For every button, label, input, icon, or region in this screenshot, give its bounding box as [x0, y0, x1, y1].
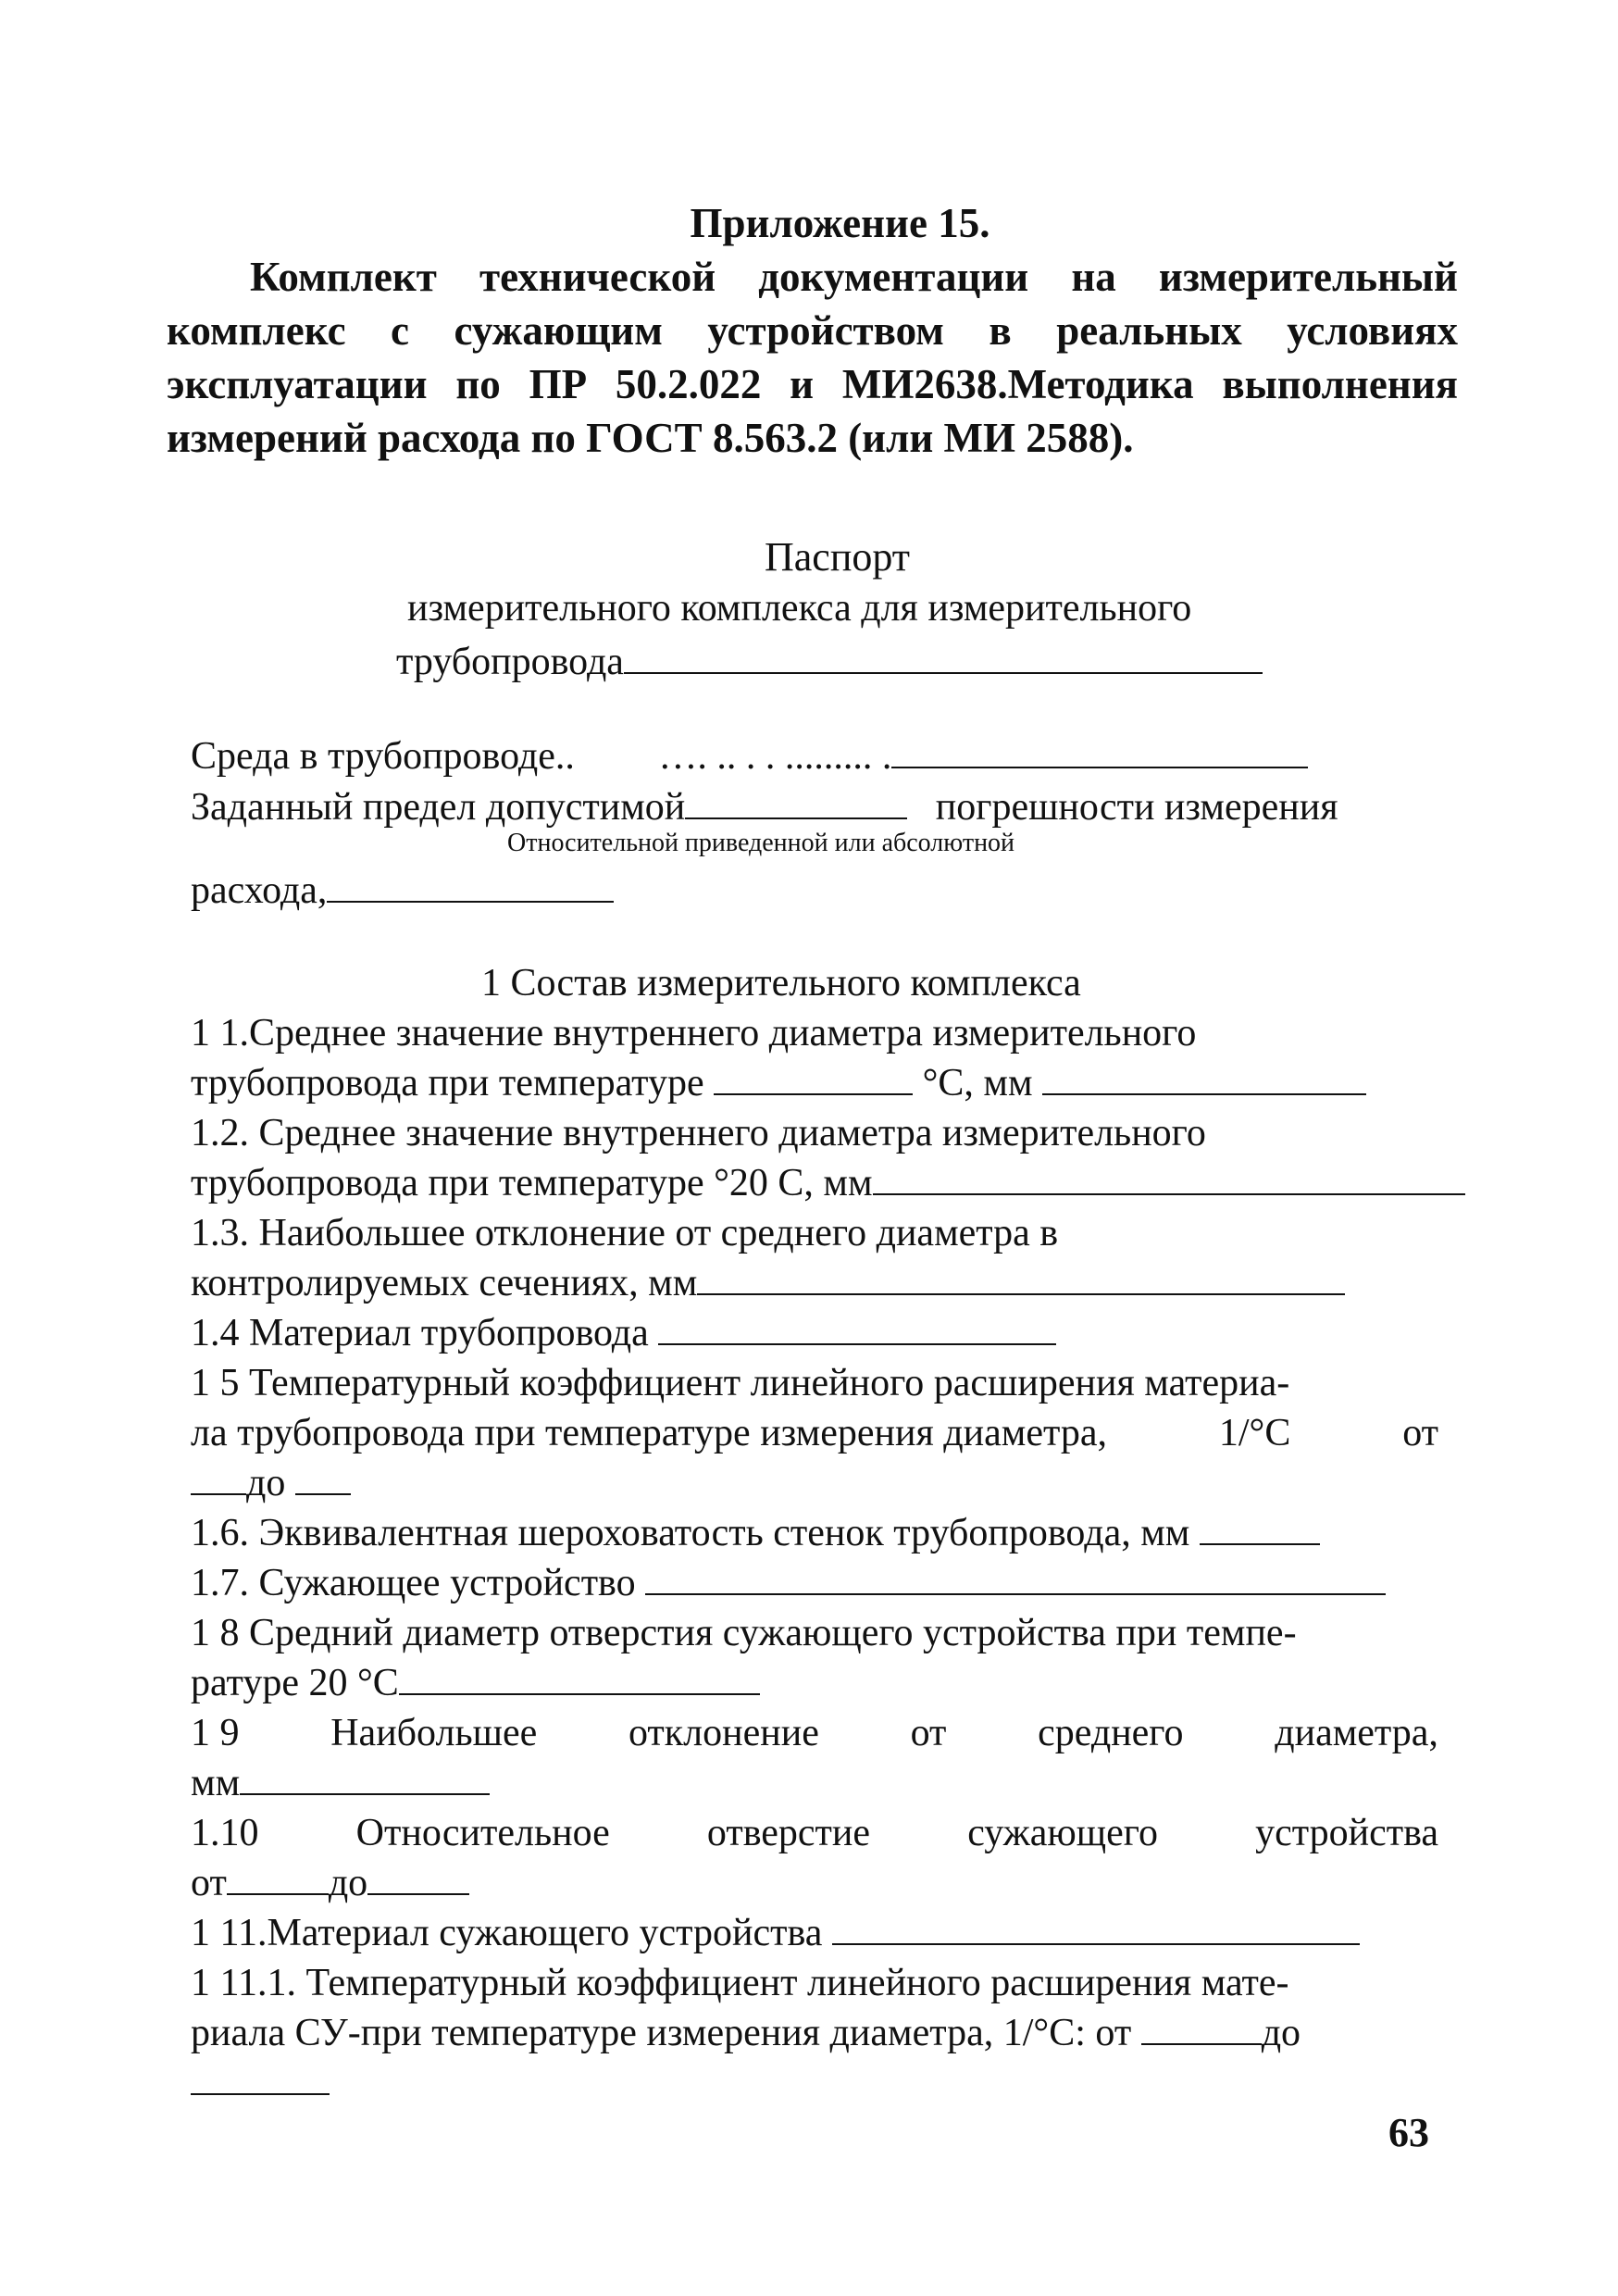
coef-to-blank[interactable]	[295, 1488, 351, 1495]
item-1-10-word-4: сужающего	[967, 1812, 1158, 1854]
deviation-blank[interactable]	[697, 1288, 1345, 1295]
item-1-9-word-4: от	[910, 1712, 947, 1754]
medium-label: Среда в трубопроводе..	[191, 735, 575, 778]
item-1-7-text: 1.7. Сужающее устройство	[191, 1562, 636, 1604]
item-1-5-unit: 1/°С	[1218, 1412, 1291, 1454]
item-1-9-line-2	[191, 1758, 490, 1808]
roughness-blank[interactable]	[1200, 1538, 1320, 1545]
item-1-7-line	[191, 1558, 1386, 1608]
item-1-5-line-1	[191, 1358, 1438, 1408]
item-1-9-word-6: диаметра,	[1275, 1712, 1438, 1754]
coef-from-blank[interactable]	[191, 1488, 246, 1495]
pipe-material-blank[interactable]	[658, 1338, 1056, 1345]
item-1-5-text-1: 1 5 Температурный коэффициент линейного расширения материа-	[191, 1362, 1290, 1404]
item-1-10-word-5: устройства	[1255, 1812, 1438, 1854]
orifice-deviation-blank[interactable]	[240, 1788, 490, 1795]
item-1-11-line	[191, 1908, 1360, 1958]
device-material-blank[interactable]	[832, 1938, 1360, 1945]
device-coef-to-blank[interactable]	[191, 2088, 330, 2095]
item-1-3-line-2	[191, 1258, 1345, 1308]
item-1-9-line-1	[191, 1708, 1438, 1758]
diameter-20-blank[interactable]	[873, 1188, 1465, 1195]
appendix-heading	[167, 196, 1458, 465]
appendix-label: Приложение 15.	[690, 200, 990, 246]
item-1-4-text: 1.4 Материал трубопровода	[191, 1312, 649, 1354]
relative-opening-from-blank[interactable]	[227, 1888, 329, 1895]
item-1-9-word-5: среднего	[1038, 1712, 1184, 1754]
item-1-5-text-2: ла трубопровода при температуре измерения диаметра,	[191, 1412, 1108, 1454]
limit-blank[interactable]	[685, 812, 907, 819]
passport-title: Паспорт	[765, 534, 911, 580]
item-1-11-1-text-2: риала СУ-при температуре измерения диаметра, 1/°С: от	[191, 2012, 1132, 2054]
item-1-10-line-2	[191, 1858, 469, 1908]
item-1-9-word-1: 1 9	[191, 1712, 240, 1754]
item-1-2-line-1: 1.2. Среднее значение внутреннего диаметра измерительного	[191, 1112, 1206, 1154]
item-1-10-to: до	[328, 1862, 368, 1904]
item-1-3-line-1: 1.3. Наибольшее отклонение от среднего диаметра в	[191, 1212, 1059, 1254]
item-1-1-line-2	[191, 1058, 1366, 1108]
item-1-6-line	[191, 1508, 1320, 1558]
item-1-8-line-2	[191, 1658, 760, 1708]
item-1-1-unit: °С, мм	[922, 1062, 1033, 1104]
temperature-blank[interactable]	[714, 1088, 913, 1095]
appendix-title: Комплект технической документации на измерительный комплекс с сужающим устройством в реальных условиях эксплуатации по ПР 50.2.022 и МИ2638.Методика выполнения измерений расхода по ГОСТ 8.563.2 (или МИ 2588).	[167, 254, 1458, 461]
passport-pipeline-label: трубопровода	[396, 641, 624, 683]
restriction-device-blank[interactable]	[645, 1588, 1386, 1595]
item-1-8-line-1	[191, 1608, 1438, 1658]
item-1-3-text: контролируемых сечениях, мм	[191, 1262, 698, 1304]
flow-line	[191, 866, 614, 916]
limit-note: Относительной приведенной или абсолютной	[507, 829, 1015, 857]
item-1-11-1-text-1: 1 11.1. Температурный коэффициент линейного расширения мате-	[191, 1962, 1289, 2004]
flow-blank[interactable]	[327, 895, 614, 903]
flow-label: расхода,	[191, 869, 328, 912]
passport-subtitle: измерительного комплекса для измерительного	[407, 587, 1192, 630]
passport-pipeline-line	[396, 637, 1263, 687]
item-1-4-line	[191, 1308, 1056, 1358]
item-1-5-to: до	[246, 1462, 286, 1504]
item-1-6-text: 1.6. Эквивалентная шероховатость стенок трубопровода, мм	[191, 1512, 1190, 1554]
item-1-10-word-2: Относительное	[355, 1812, 610, 1854]
medium-blank[interactable]	[891, 761, 1308, 768]
item-1-9-word-3: отклонение	[628, 1712, 819, 1754]
orifice-diameter-blank[interactable]	[399, 1688, 760, 1695]
pipeline-blank[interactable]	[624, 667, 1263, 674]
item-1-10-from: от	[191, 1862, 227, 1904]
item-1-2-text: трубопровода при температуре °20 С, мм	[191, 1162, 873, 1204]
item-1-5-line-3	[191, 1458, 351, 1508]
item-1-11-1-line-3	[191, 2058, 330, 2108]
item-1-2-line-2	[191, 1158, 1465, 1208]
item-1-10-word-3: отверстие	[706, 1812, 871, 1854]
item-1-1-text: трубопровода при температуре	[191, 1062, 704, 1104]
item-1-10-line-1	[191, 1808, 1438, 1858]
item-1-9-unit: мм	[191, 1762, 241, 1804]
item-1-5-from: от	[1402, 1412, 1438, 1454]
page-number: 63	[1388, 2110, 1429, 2155]
item-1-11-1-line-1	[191, 1958, 1438, 2008]
item-1-11-1-line-2	[191, 2008, 1301, 2058]
limit-error-label: погрешности измерения	[935, 786, 1338, 829]
item-1-8-text-2: ратуре 20 °С	[191, 1662, 399, 1704]
item-1-10-word-1: 1.10	[191, 1812, 259, 1854]
item-1-8-text-1: 1 8 Средний диаметр отверстия сужающего устройства при темпе-	[191, 1612, 1297, 1654]
item-1-11-text: 1 11.Материал сужающего устройства	[191, 1912, 823, 1954]
limit-line	[191, 782, 1338, 832]
item-1-9-word-2: Наибольшее	[330, 1712, 538, 1754]
device-coef-from-blank[interactable]	[1141, 2038, 1262, 2045]
section-title: 1 Состав измерительного комплекса	[481, 962, 1081, 1004]
limit-label: Заданный предел допустимой	[191, 786, 686, 829]
item-1-5-line-2	[191, 1408, 1438, 1458]
medium-dots: …. .. . . ......... .	[658, 735, 892, 778]
item-1-11-1-to: до	[1261, 2012, 1301, 2054]
medium-line	[191, 731, 1308, 781]
item-1-1-line-1: 1 1.Среднее значение внутреннего диаметра измерительного	[191, 1012, 1197, 1054]
relative-opening-to-blank[interactable]	[367, 1888, 469, 1895]
diameter-blank[interactable]	[1042, 1088, 1366, 1095]
